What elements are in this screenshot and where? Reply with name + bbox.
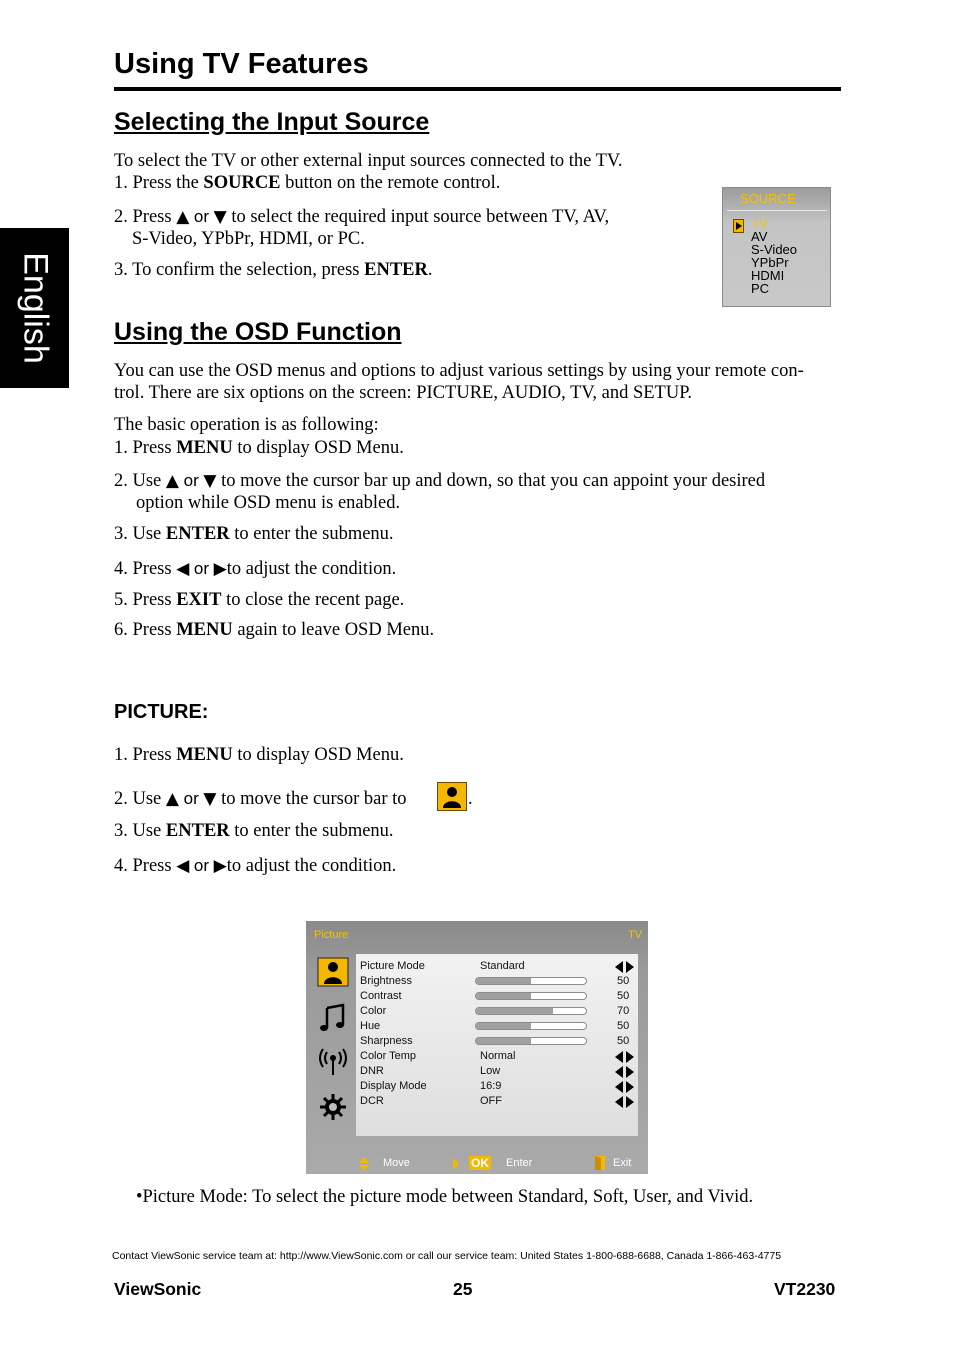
exit-door-icon (594, 1155, 607, 1171)
osd-header-title: Picture (314, 929, 349, 941)
osd-slider-fill (476, 1023, 531, 1029)
footer-model: VT2230 (774, 1279, 836, 1299)
osd-setting-row[interactable] (360, 974, 640, 989)
osd-setting-label: Picture Mode (360, 960, 425, 972)
input-source-step-3: 3. To confirm the selection, press ENTER. (114, 260, 433, 280)
osd-setting-label: Color Temp (360, 1050, 417, 1062)
osd-setting-value: 70 (617, 1005, 630, 1017)
osd-slider[interactable] (475, 1022, 587, 1030)
osd-setting-row[interactable] (360, 1094, 640, 1109)
left-right-arrows-icon[interactable] (615, 1051, 635, 1063)
osd-setting-row[interactable] (360, 1049, 640, 1064)
osd-step-2-cont: option while OSD menu is enabled. (136, 493, 401, 513)
left-right-arrows-icon[interactable] (615, 1096, 635, 1108)
picture-step-3: 3. Use ENTER to enter the submenu. (114, 821, 394, 841)
move-updown-icon (358, 1157, 370, 1171)
osd-step-4: 4. Press ◀ or ▶to adjust the condition. (114, 559, 397, 579)
osd-setting-label: DCR (360, 1095, 384, 1107)
osd-step-6: 6. Press MENU again to leave OSD Menu. (114, 620, 435, 640)
osd-setting-value: OFF (480, 1095, 502, 1107)
osd-step-2: 2. Use ▲ or ▼ to move the cursor bar up and down, so that you can appoint your desired (114, 471, 766, 491)
input-source-step-1: 1. Press the SOURCE button on the remote control. (114, 173, 501, 193)
osd-step-5: 5. Press EXIT to close the recent page. (114, 590, 405, 610)
down-arrow-icon: ▼ (203, 471, 217, 491)
side-tab-label: English (16, 252, 54, 364)
up-arrow-icon: ▲ (165, 789, 179, 809)
source-item: S-Video (751, 242, 798, 257)
osd-setting-value: 50 (617, 1020, 630, 1032)
right-arrow-icon: ▶ (213, 856, 227, 876)
right-arrow-icon: ▶ (213, 559, 227, 579)
osd-slider[interactable] (475, 992, 587, 1000)
osd-setting-row[interactable] (360, 989, 640, 1004)
picture-icon (437, 782, 467, 811)
picture-step-1: 1. Press MENU to display OSD Menu. (114, 745, 404, 765)
footer-enter-label: Enter (506, 1157, 533, 1169)
left-arrow-icon: ◀ (176, 856, 190, 876)
input-source-step-2: 2. Press ▲ or ▼ to select the required input source between TV, AV, (114, 207, 610, 227)
osd-slider-fill (476, 978, 531, 984)
source-item: YPbPr (751, 255, 789, 270)
source-menu-divider (727, 210, 827, 211)
picture-icon (316, 957, 350, 987)
osd-picture-screen (306, 921, 648, 1174)
page-title: Using TV Features (114, 48, 369, 80)
picture-mode-description: •Picture Mode: To select the picture mode between Standard, Soft, User, and Vivid. (136, 1187, 754, 1207)
section-heading-input-source: Selecting the Input Source (114, 108, 430, 136)
osd-para-2: The basic operation is as following: (114, 415, 379, 435)
footer-brand: ViewSonic (114, 1279, 202, 1299)
footer-move-label: Move (383, 1157, 410, 1169)
tv-antenna-icon (316, 1047, 350, 1077)
up-arrow-icon: ▲ (176, 207, 190, 227)
osd-setting-label: Hue (360, 1020, 381, 1032)
osd-slider-fill (476, 993, 531, 999)
osd-footer (306, 1152, 648, 1174)
osd-setting-value: 16:9 (480, 1080, 502, 1092)
up-arrow-icon: ▲ (165, 471, 179, 491)
osd-slider[interactable] (475, 977, 587, 985)
source-item: HDMI (751, 268, 785, 283)
setup-gear-icon (316, 1092, 350, 1122)
left-right-arrows-icon[interactable] (615, 1066, 635, 1078)
footer-exit-label: Exit (613, 1157, 632, 1169)
osd-step-1: 1. Press MENU to display OSD Menu. (114, 438, 404, 458)
osd-settings-list (360, 959, 640, 1109)
osd-step-3: 3. Use ENTER to enter the submenu. (114, 524, 394, 544)
picture-step-2: 2. Use ▲ or ▼ to move the cursor bar to (114, 789, 407, 809)
osd-slider-fill (476, 1008, 553, 1014)
osd-para-1-line-1: You can use the OSD menus and options to adjust various settings by using your remote con- (114, 361, 804, 381)
source-list (751, 217, 797, 295)
picture-step-2-end: . (468, 789, 473, 809)
left-right-arrows-icon[interactable] (615, 1081, 635, 1093)
section-heading-osd: Using the OSD Function (114, 318, 402, 346)
source-menu (722, 187, 831, 307)
picture-step-4: 4. Press ◀ or ▶to adjust the condition. (114, 856, 397, 876)
osd-setting-label: Display Mode (360, 1080, 427, 1092)
osd-slider[interactable] (475, 1007, 587, 1015)
osd-setting-label: Contrast (360, 990, 402, 1002)
osd-header-source: TV (627, 929, 642, 941)
osd-setting-row[interactable] (360, 1064, 640, 1079)
source-menu-title: SOURCE (740, 191, 796, 206)
source-item: PC (751, 281, 770, 296)
section-heading-picture: PICTURE: (114, 701, 209, 723)
source-item: TV (751, 216, 768, 231)
selection-cursor-icon (733, 219, 744, 233)
down-arrow-icon: ▼ (203, 789, 217, 809)
osd-slider-fill (476, 1038, 531, 1044)
title-rule (114, 87, 841, 91)
enter-arrow-icon (452, 1158, 460, 1170)
contact-line: Contact ViewSonic service team at: http://www.ViewSonic.com or call our service team: United States 1-800-688-6688, Canada 1-866-463-4775 (112, 1250, 782, 1262)
input-source-intro: To select the TV or other external input sources connected to the TV. (114, 151, 623, 171)
input-source-step-2-cont: S-Video, YPbPr, HDMI, or PC. (132, 229, 365, 249)
left-right-arrows-icon[interactable] (615, 961, 635, 973)
down-arrow-icon: ▼ (213, 207, 227, 227)
osd-setting-label: Color (360, 1005, 387, 1017)
osd-setting-value: 50 (617, 990, 630, 1002)
osd-setting-row[interactable] (360, 1019, 640, 1034)
footer-page-number: 25 (453, 1279, 473, 1299)
source-item: AV (751, 229, 768, 244)
osd-setting-value: 50 (617, 1035, 630, 1047)
osd-setting-value: Standard (480, 960, 525, 972)
osd-setting-row[interactable] (360, 1079, 640, 1094)
osd-setting-label: Sharpness (360, 1035, 413, 1047)
osd-setting-value: 50 (617, 975, 630, 987)
osd-setting-label: Brightness (360, 975, 412, 987)
language-side-tab (0, 228, 69, 388)
osd-slider[interactable] (475, 1037, 587, 1045)
osd-para-1-line-2: trol. There are six options on the screen: PICTURE, AUDIO, TV, and SETUP. (114, 383, 693, 403)
osd-setting-value: Low (480, 1065, 501, 1077)
ok-key-badge: OK (471, 1156, 489, 1170)
audio-music-note-icon (316, 1003, 350, 1033)
osd-setting-value: Normal (480, 1050, 516, 1062)
osd-setting-row[interactable] (360, 1034, 640, 1049)
osd-setting-row[interactable] (360, 1004, 640, 1019)
osd-setting-label: DNR (360, 1065, 384, 1077)
left-arrow-icon: ◀ (176, 559, 190, 579)
osd-setting-row[interactable] (360, 959, 640, 974)
